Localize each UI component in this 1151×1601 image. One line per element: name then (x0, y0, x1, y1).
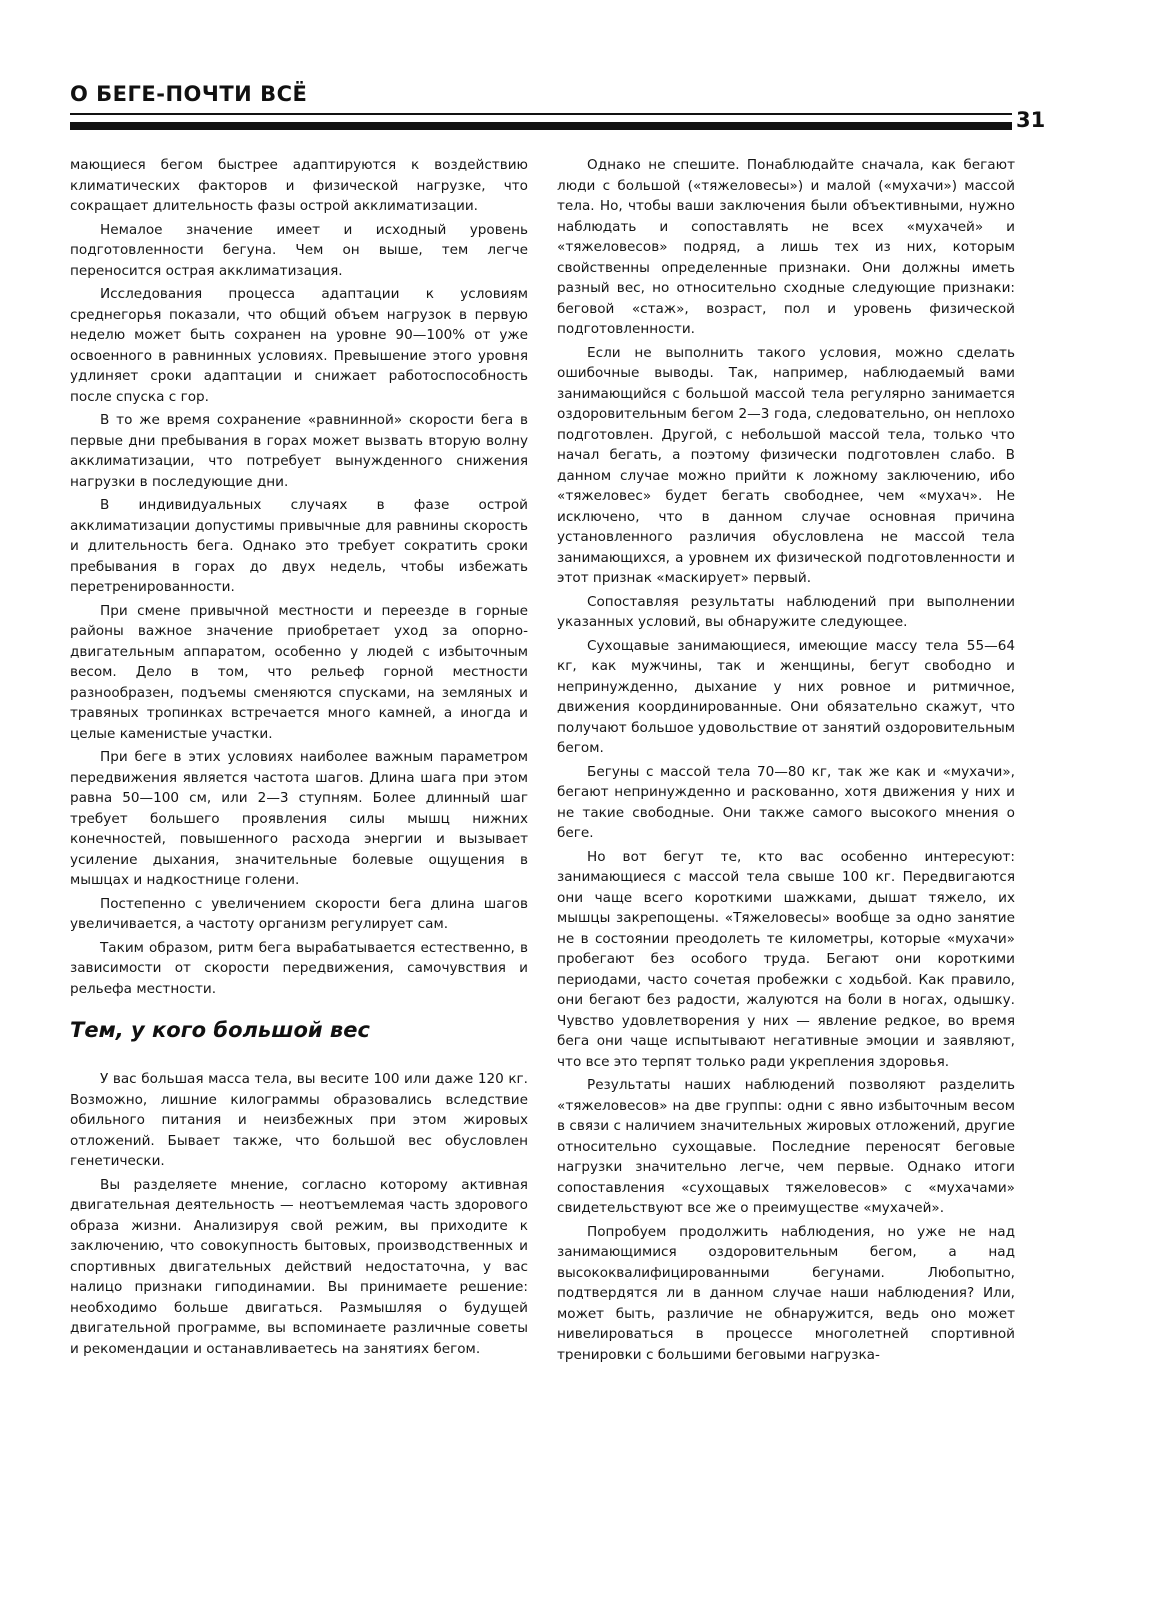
paragraph: Немалое значение имеет и исходный уровень подготовленности бегуна. Чем он выше, тем легче переносится острая акклиматизация. (70, 221, 528, 279)
paragraph: У вас большая масса тела, вы весите 100 или даже 120 кг. Возможно, лишние килограммы образовались вследствие обильного питания и неизбежных при этом жировых отложений. Бывает также, что большой вес обусловлен генетически. (70, 1071, 528, 1169)
paragraph: В то же время сохранение «равнинной» скорости бега в первые дни пребывания в горах может вызвать вторую волну акклиматизации, что потребует вынужденного снижения нагрузки в последующие дни. (70, 412, 528, 490)
paragraph: При смене привычной местности и переезде в горные районы важное значение приобретает уход за опорно-двигательным аппаратом, особенно у людей с избыточным весом. Дело в том, что рельеф горной местности разнообразен, подъемы сменяются спусками, на земляных и травяных тропинках встречается много камней, а иногда и целые каменистые участки. (70, 602, 528, 742)
paragraph: В индивидуальных случаях в фазе острой акклиматизации допустимы привычные для равнины скорость и длительность бега. Однако это требует сократить сроки пребывания в горах до двух недель, чтобы избежать перетренированности. (70, 497, 528, 595)
paragraph: Таким образом, ритм бега вырабатывается естественно, в зависимости от скорости передвижения, самочувствия и рельефа местности. (70, 939, 528, 997)
paragraph: Вы разделяете мнение, согласно которому активная двигательная деятельность — неотъемлемая часть здорового образа жизни. Анализируя свой режим, вы приходите к заключению, что совокупность бытовых, производственных и спортивных двигательных действий недостаточна, у вас налицо признаки гиподинамии. Вы принимаете решение: необходимо больше двигаться. Размышляя о будущей двигательной программе, вы вспоминаете различные советы и рекомендации и останавливаетесь на занятиях бегом. (70, 1176, 528, 1357)
paragraph: Бегуны с массой тела 70—80 кг, так же как и «мухачи», бегают непринужденно и раскованно, хотя движения у них и не такие свободные. Они также самого высокого мнения о беге. (557, 763, 1015, 841)
paragraph: Если не выполнить такого условия, можно сделать ошибочные выводы. Так, например, наблюдаемый вами занимающийся с большой массой тела регулярно занимается оздоровительным бегом 2—3 года, следовательно, он неплохо подготовлен. Другой, с небольшой массой тела, только что начал бегать, а поэтому физически подготовлен слабо. В данном случае можно прийти к ложному заключению, ибо «тяжеловес» будет бегать свободнее, чем «мухач». Не исключено, что в данном случае основная причина установленного различия обусловлена не массой тела занимающихся, а уровнем их физической подготовленности и этот признак «маскирует» первый. (557, 344, 1015, 586)
paragraph: Постепенно с увеличением скорости бега длина шагов увеличивается, а частоту организм регулирует сам. (70, 895, 528, 932)
paragraph: При беге в этих условиях наиболее важным параметром передвижения является частота шагов. Длина шага при этом равна 50—100 см, или 2—3 ступням. Более длинный шаг требует большего проявления силы мышц нижних конечностей, повышенного расхода энергии и вызывает усиление дыхания, значительные болевые ощущения в мышцах и надкостнице голени. (70, 749, 528, 888)
left-column (70, 155, 528, 1362)
page-number: 31 (1016, 108, 1046, 132)
header-rule-thin (70, 113, 1012, 115)
paragraph: Сухощавые занимающиеся, имеющие массу тела 55—64 кг, как мужчины, так и женщины, бегут свободно и непринужденно, дыхание у них ровное и ритмичное, движения координированные. Они обязательно скажут, что получают большое удовольствие от занятий оздоровительным бегом. (557, 637, 1015, 756)
paragraph: Сопоставляя результаты наблюдений при выполнении указанных условий, вы обнаружите следующее. (557, 593, 1015, 630)
paragraph: Исследования процесса адаптации к условиям среднегорья показали, что общий объем нагрузок в первую неделю может быть сохранен на уровне 90—100% от уже освоенного в равнинных условиях. Превышение этого уровня удлиняет сроки адаптации и снижает работоспособность после спуска с гор. (70, 286, 528, 405)
right-column (557, 155, 1015, 1368)
header-rule-thick (70, 122, 1012, 130)
paragraph: Но вот бегут те, кто вас особенно интересуют: занимающиеся с массой тела свыше 100 кг. Передвигаются они чаще всего короткими шажками, дышат тяжело, их мышцы закрепощены. «Тяжеловесы» вообще за одно занятие не в состоянии преодолеть те километры, которые «мухачи» пробегают без особого труда. Бегают они короткими периодами, часто сочетая пробежки с ходьбой. Как правило, они бегают без радости, жалуются на боли в ногах, одышку. Чувство удовлетворения у них — явление редкое, во время бега они чаще испытывают негативные эмоции и заявляют, что все это терпят только ради укрепления здоровья. (557, 848, 1015, 1070)
paragraph: Результаты наших наблюдений позволяют разделить «тяжеловесов» на две группы: одни с явно избыточным весом в связи с наличием значительных жировых отложений, другие относительно сухощавые. Последние переносят беговые нагрузки значительно легче, чем первые. Однако итоги сопоставления «сухощавых тяжеловесов» с «мухачами» свидетельствуют все же о преимуществе «мухачей». (557, 1077, 1015, 1216)
paragraph: мающиеся бегом быстрее адаптируются к воздействию климатических факторов и физической нагрузке, что сокращает длительность фазы острой акклиматизации. (70, 157, 528, 214)
subheading: Тем, у кого большой вес (70, 1018, 370, 1042)
section-title: О БЕГЕ-ПОЧТИ ВСЁ (70, 82, 308, 106)
paragraph: Попробуем продолжить наблюдения, но уже не над занимающимися оздоровительным бегом, а над высококвалифицированными бегунами. Любопытно, подтвердятся ли в данном случае наши наблюдения? Или, может быть, различие не обнаружится, ведь оно может нивелироваться в процессе многолетней спортивной тренировки с большими беговыми нагрузка- (557, 1223, 1015, 1363)
paragraph: Однако не спешите. Понаблюдайте сначала, как бегают люди с большой («тяжеловесы») и малой («мухачи») массой тела. Но, чтобы ваши заключения были объективными, нужно наблюдать и сопоставлять не всех «мухачей» и «тяжеловесов» подряд, а лишь тех из них, которым свойственны определенные признаки. Они должны иметь разный вес, но относительно сходные следующие признаки: беговой «стаж», возраст, пол и уровень физической подготовленности. (557, 157, 1015, 337)
